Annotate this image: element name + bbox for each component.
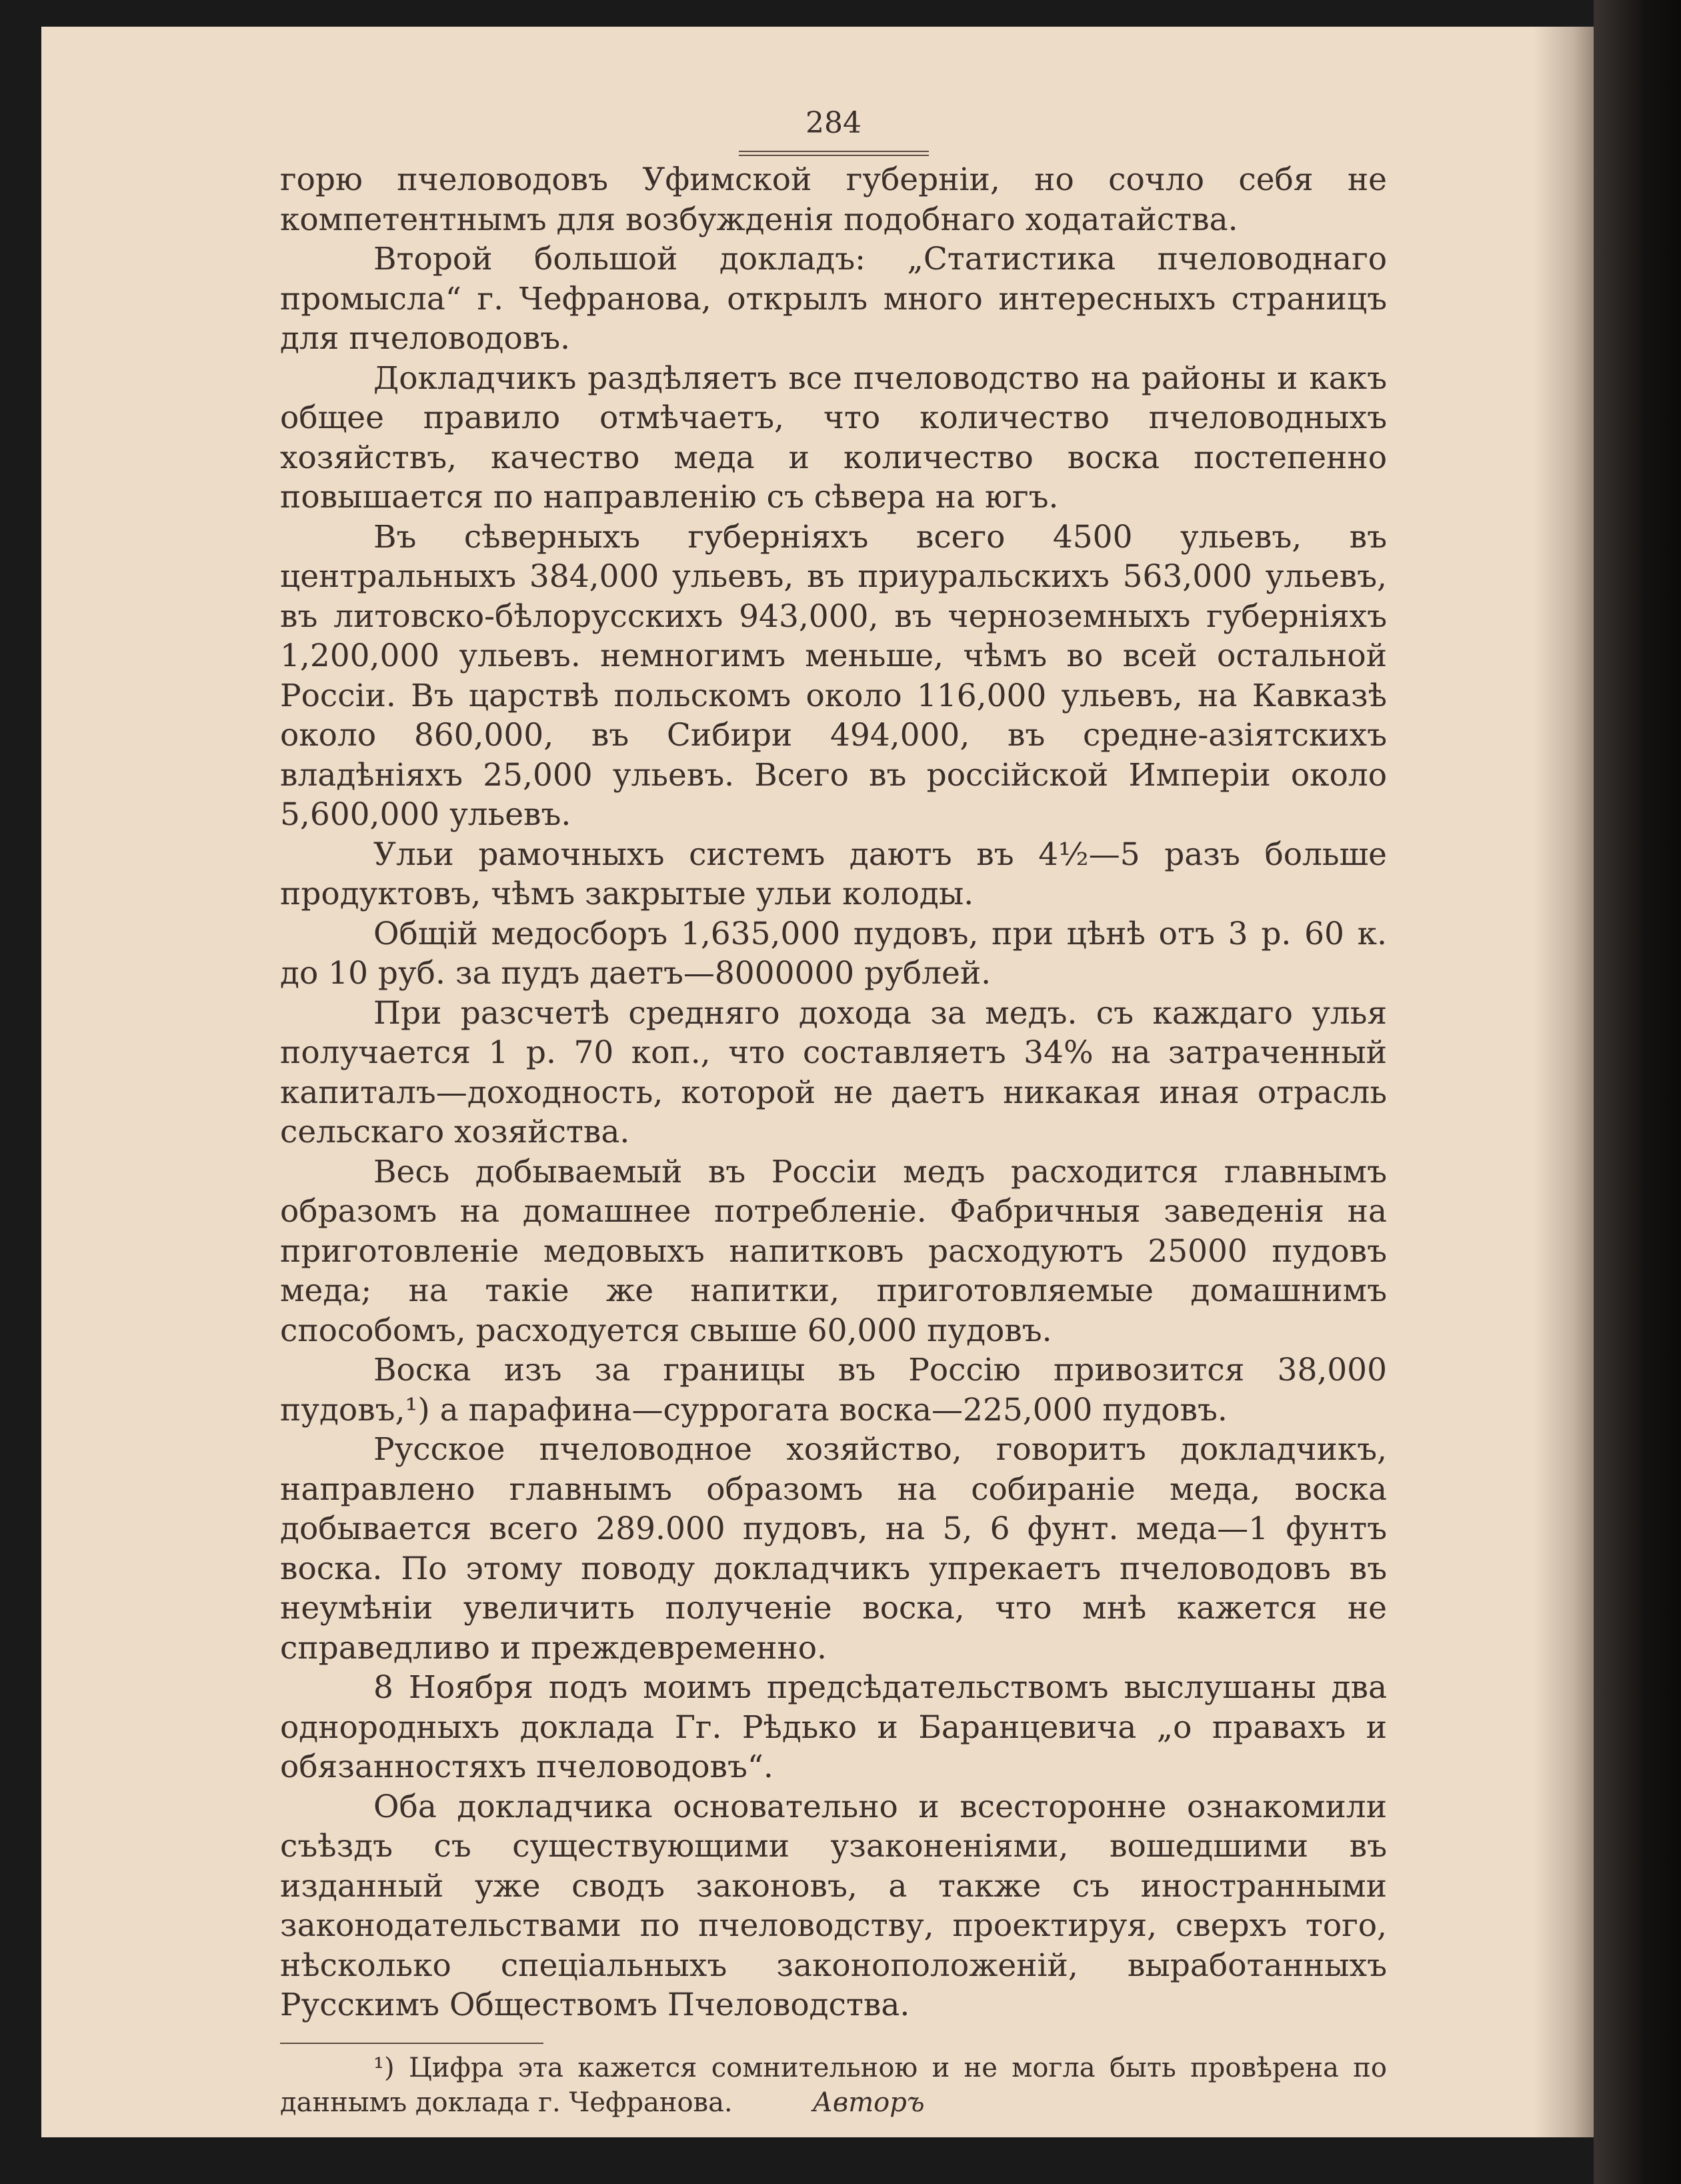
footnote-signature: Авторъ	[812, 2087, 925, 2118]
paragraph-3: Докладчикъ раздѣляетъ все пчеловодство на районы и какъ общее правило отмѣчаетъ, что количество пчеловодныхъ хозяйствъ, качество меда и количество воска постепенно повышается по направленію съ сѣвера на югъ.	[280, 359, 1387, 515]
footnote-text: ¹) Цифра эта кажется сомнительною и не могла быть провѣрена по даннымъ доклада г. Чефранова.	[280, 2052, 1387, 2118]
paragraph-5: Ульи рамочныхъ системъ даютъ въ 4½—5 разъ больше продуктовъ, чѣмъ закрытые ульи колоды.	[280, 836, 1387, 912]
paragraph-1: горю пчеловодовъ Уфимской губерніи, но сочло себя не компетентнымъ для возбужденія подобнаго ходатайства.	[280, 161, 1387, 238]
paragraph-2: Второй большой докладъ: „Статистика пчеловоднаго промысла“ г. Чефранова, открылъ много интересныхъ страницъ для пчеловодовъ.	[280, 241, 1387, 357]
footnote	[280, 2051, 1387, 2120]
paragraph-11: 8 Ноября подъ моимъ предсѣдательствомъ выслушаны два однородныхъ доклада Гг. Рѣдько и Баранцевича „о правахъ и обязанностяхъ пчеловодовъ“.	[280, 1669, 1387, 1785]
page-number-rule	[739, 151, 929, 156]
paragraph-6: Общій медосборъ 1,635,000 пудовъ, при цѣнѣ отъ 3 р. 60 к. до 10 руб. за пудъ даетъ—8000000 рублей.	[280, 915, 1387, 992]
page-body	[280, 100, 1387, 2120]
page-number: 284	[805, 106, 862, 140]
footnote-rule	[280, 2043, 543, 2044]
book-binding	[1594, 0, 1681, 2184]
paragraph-4: Въ сѣверныхъ губерніяхъ всего 4500 ульевъ, въ центральныхъ 384,000 ульевъ, въ приуральскихъ 563,000 ульевъ, въ литовско-бѣлорусскихъ 943,000, въ черноземныхъ губерніяхъ 1,200,000 ульевъ. немногимъ меньше, чѣмъ во всей остальной Россіи. Въ царствѣ польскомъ около 116,000 ульевъ, на Кавказѣ около 860,000, въ Сибири 494,000, въ средне-азіятскихъ владѣніяхъ 25,000 ульевъ. Всего въ россійской Имперіи около 5,600,000 ульевъ.	[280, 518, 1387, 833]
paragraph-12: Оба докладчика основательно и всесторонне ознакомили съѣздъ съ существующими узаконеніями, вошедшими въ изданный уже сводъ законовъ, а также съ иностранными законодательствами по пчеловодству, проектируя, сверхъ того, нѣсколько спеціальныхъ законоположеній, выработанныхъ Русскимъ Обществомъ Пчеловодства.	[280, 1788, 1387, 2023]
paragraph-8: Весь добываемый въ Россіи медъ расходится главнымъ образомъ на домашнее потребленіе. Фабричныя заведенія на приготовленіе медовыхъ напитковъ расходуютъ 25000 пудовъ меда; на такіе же напитки, приготовляемые домашнимъ способомъ, расходуется свыше 60,000 пудовъ.	[280, 1153, 1387, 1349]
paragraph-9: Воска изъ за границы въ Россію привозится 38,000 пудовъ,¹) а парафина—суррогата воска—225,000 пудовъ.	[280, 1352, 1387, 1428]
paragraph-7: При разсчетѣ средняго дохода за медъ. съ каждаго улья получается 1 р. 70 коп., что составляетъ 34% на затраченный капиталъ—доходность, которой не даетъ никакая иная отрасль сельскаго хозяйства.	[280, 994, 1387, 1150]
paragraph-10: Русское пчеловодное хозяйство, говоритъ докладчикъ, направлено главнымъ образомъ на собираніе меда, воска добывается всего 289.000 пудовъ, на 5, 6 фунт. меда—1 фунтъ воска. По этому поводу докладчикъ упрекаетъ пчеловодовъ въ неумѣніи увеличить полученіе воска, что мнѣ кажется не справедливо и преждевременно.	[280, 1431, 1387, 1667]
